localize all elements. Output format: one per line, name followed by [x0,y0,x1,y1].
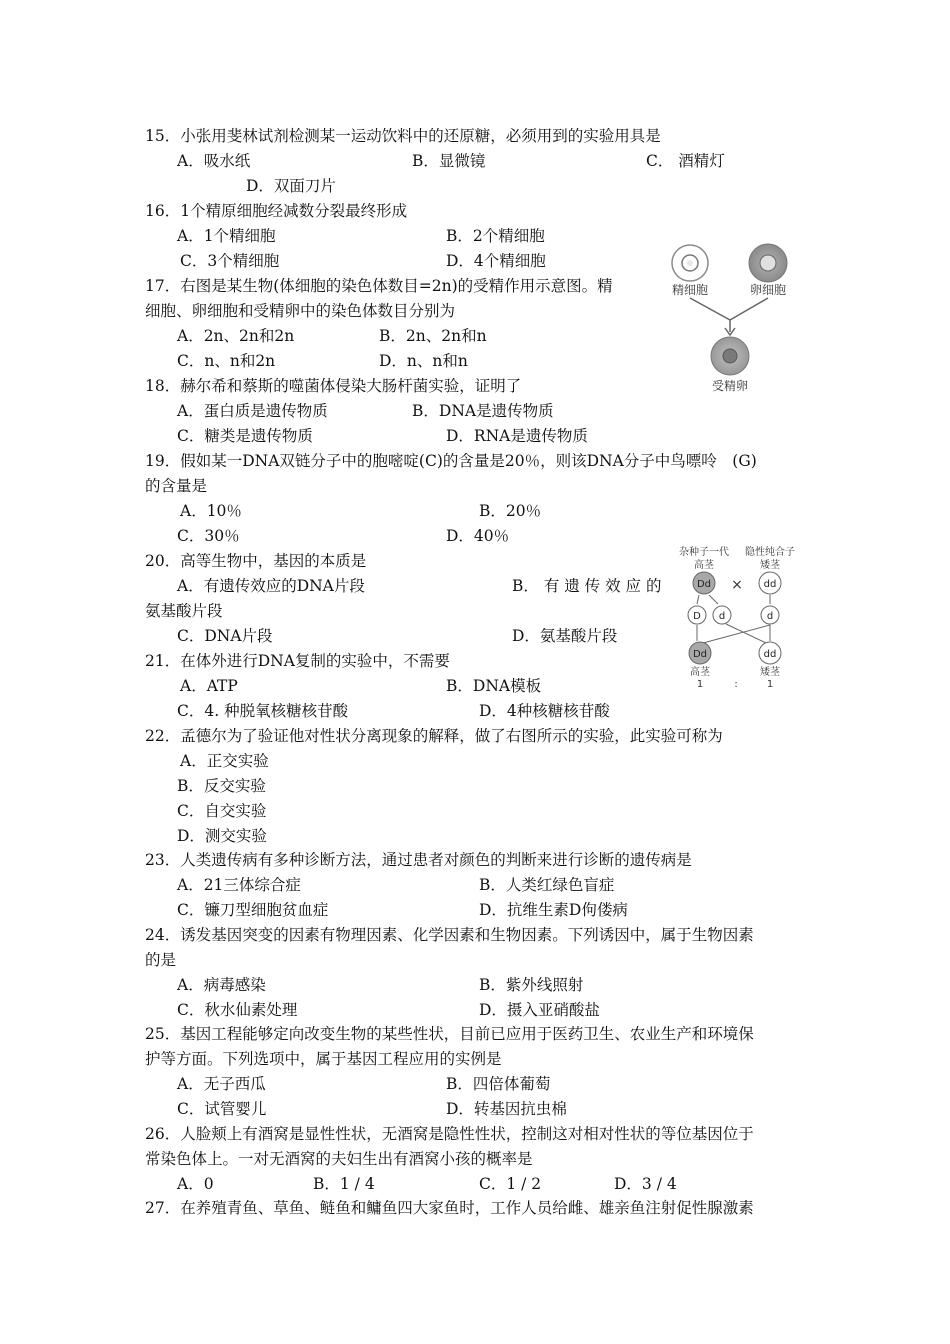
q19-option-a: A．10％ [180,502,242,520]
gamete-2-label: d [718,611,726,622]
gamete-1-label: D [693,611,701,622]
q21-option-c: C．4. 种脱氧核糖核苷酸 [177,702,349,720]
gamete-3-label: d [766,611,774,622]
connector-line-right [730,298,768,320]
q22-option-b: B．反交实验 [177,777,266,795]
q16-option-c: C．3个精细胞 [180,252,280,270]
q15-option-b: B．显微镜 [412,152,486,170]
q25-stem-line2: 护等方面。下列选项中，属于基因工程应用的实例是 [145,1050,502,1068]
q26-stem-line1: 26．人脸颊上有酒窝是显性性状，无酒窝是隐性性状，控制这对相对性状的等位基因位于 [145,1125,754,1143]
q25-option-a: A．无子西瓜 [177,1075,266,1093]
q16-option-d: D．4个精细胞 [446,252,546,270]
q18-option-b: B．DNA是遗传物质 [412,402,554,420]
q23-option-a: A．21三体综合症 [177,876,301,894]
q20-option-b-cont: 氨基酸片段 [145,602,223,620]
q24-option-b: B．紫外线照射 [479,976,584,994]
q24-stem-line1: 24．诱发基因突变的因素有物理因素、化学因素和生物因素。下列诱因中，属于生物因素 [145,926,754,944]
q15-option-c: C． 酒精灯 [646,152,725,170]
ratio-right: 1 [766,679,774,689]
q15-option-a: A．吸水纸 [177,152,251,170]
q23-option-b: B．人类红绿色盲症 [479,876,615,894]
q26-option-c: C．1 / 2 [479,1175,542,1193]
q21-option-b: B．DNA模板 [446,677,542,695]
q17-option-a: A．2n、2n和2n [177,327,295,345]
q21-stem: 21．在体外进行DNA复制的实验中，不需要 [145,652,450,670]
q19-stem-line1: 19．假如某一DNA双链分子中的胞嘧啶(C)的含量是20％，则该DNA分子中鸟嘌呤 (G) [145,452,757,470]
ratio-colon: : [734,679,738,689]
q15-option-d: D．双面刀片 [246,177,336,195]
q23-option-c: C．镰刀型细胞贫血症 [177,901,329,919]
offspring-right-genotype: dd [763,649,777,660]
q26-stem-line2: 常染色体上。一对无酒窝的夫妇生出有酒窝小孩的概率是 [145,1150,533,1168]
offspring-left-genotype: Dd [692,649,708,660]
q22-option-c: C．自交实验 [177,802,267,820]
q17-stem-line1: 17．右图是某生物(体细胞的染色体数目=2n)的受精作用示意图。精 [145,277,613,295]
q18-option-a: A．蛋白质是遗传物质 [177,402,328,420]
q25-option-d: D．转基因抗虫棉 [446,1100,567,1118]
q25-option-b: B．四倍体葡萄 [446,1075,551,1093]
q21-option-d: D．4种核糖核苷酸 [479,702,610,720]
q17-option-d: D．n、n和n [379,352,468,370]
sperm-label: 精细胞 [671,283,709,297]
egg-label: 卵细胞 [749,283,787,297]
q22-option-a: A．正交实验 [180,752,269,770]
fertilization-diagram [660,236,800,396]
dwarf-stem-label: 矮茎 [760,560,780,571]
connector-line-left [690,298,730,320]
q20-option-c: C．DNA片段 [177,627,273,645]
parent-right-genotype: dd [763,579,777,590]
zygote-cell [711,337,749,375]
hybrid-f1-title: 杂种子一代 [679,547,729,558]
q16-option-b: B．2个精细胞 [446,227,545,245]
q20-option-a: A．有遗传效应的DNA片段 [177,577,365,595]
q22-option-d: D．测交实验 [177,827,267,845]
q21-option-a: A．ATP [180,677,238,695]
q17-option-b: B．2n、2n和n [379,327,487,345]
q16-stem: 16．1个精原细胞经减数分裂最终形成 [145,202,408,220]
q26-option-d: D．3 / 4 [614,1175,677,1193]
q19-option-b: B．20％ [479,502,542,520]
q20-option-d: D．氨基酸片段 [512,627,618,645]
offspring-left-trait: 高茎 [690,667,710,678]
tall-stem-label: 高茎 [694,560,714,571]
q18-stem: 18．赫尔希和蔡斯的噬菌体侵染大肠杆菌实验，证明了 [145,377,522,395]
q17-stem-line2: 细胞、卵细胞和受精卵中的染色体数目分别为 [145,302,456,320]
q19-option-d: D．40％ [446,527,510,545]
q24-option-a: A．病毒感染 [177,976,266,994]
q24-option-d: D．摄入亚硝酸盐 [479,1001,600,1019]
q17-option-c: C．n、n和2n [177,352,276,370]
cross-symbol: × [731,577,743,593]
q16-option-a: A．1个精细胞 [177,227,276,245]
q22-stem: 22．孟德尔为了验证他对性状分离现象的解释，做了右图所示的实验，此实验可称为 [145,727,723,745]
q24-option-c: C．秋水仙素处理 [177,1001,298,1019]
q25-stem-line1: 25．基因工程能够定向改变生物的某些性状，目前已应用于医药卫生、农业生产和环境保 [145,1025,754,1043]
q27-stem: 27．在养殖青鱼、草鱼、鲢鱼和鳙鱼四大家鱼时，工作人员给雌、雄亲鱼注射促性腺激素 [145,1199,754,1217]
ratio-left: 1 [696,679,704,689]
zygote-label: 受精卵 [711,379,749,393]
q23-option-d: D．抗维生素D佝偻病 [479,901,628,919]
q19-stem-line2: 的含量是 [145,477,208,495]
egg-cell [749,244,787,282]
sperm-cell [672,245,708,281]
q15-stem: 15．小张用斐林试剂检测某一运动饮料中的还原糖，必须用到的实验用具是 [145,127,661,145]
q26-option-b: B．1 / 4 [313,1175,375,1193]
q18-option-d: D．RNA是遗传物质 [446,427,588,445]
q19-option-c: C．30％ [177,527,240,545]
offspring-right-trait: 矮茎 [760,667,780,678]
q20-stem: 20．高等生物中，基因的本质是 [145,552,367,570]
q26-option-a: A．0 [177,1175,214,1193]
q24-stem-line2: 的是 [145,951,177,969]
q25-option-c: C．试管婴儿 [177,1100,267,1118]
parent-left-genotype: Dd [696,579,712,590]
recessive-homozygote-title: 隐性纯合子 [745,547,795,558]
q23-stem: 23．人类遗传病有多种诊断方法，通过患者对颜色的判断来进行诊断的遗传病是 [145,851,692,869]
q18-option-c: C．糖类是遗传物质 [177,427,313,445]
q20-option-b: B． 有 遗 传 效 应 的 [512,577,662,595]
test-cross-diagram [670,543,810,689]
